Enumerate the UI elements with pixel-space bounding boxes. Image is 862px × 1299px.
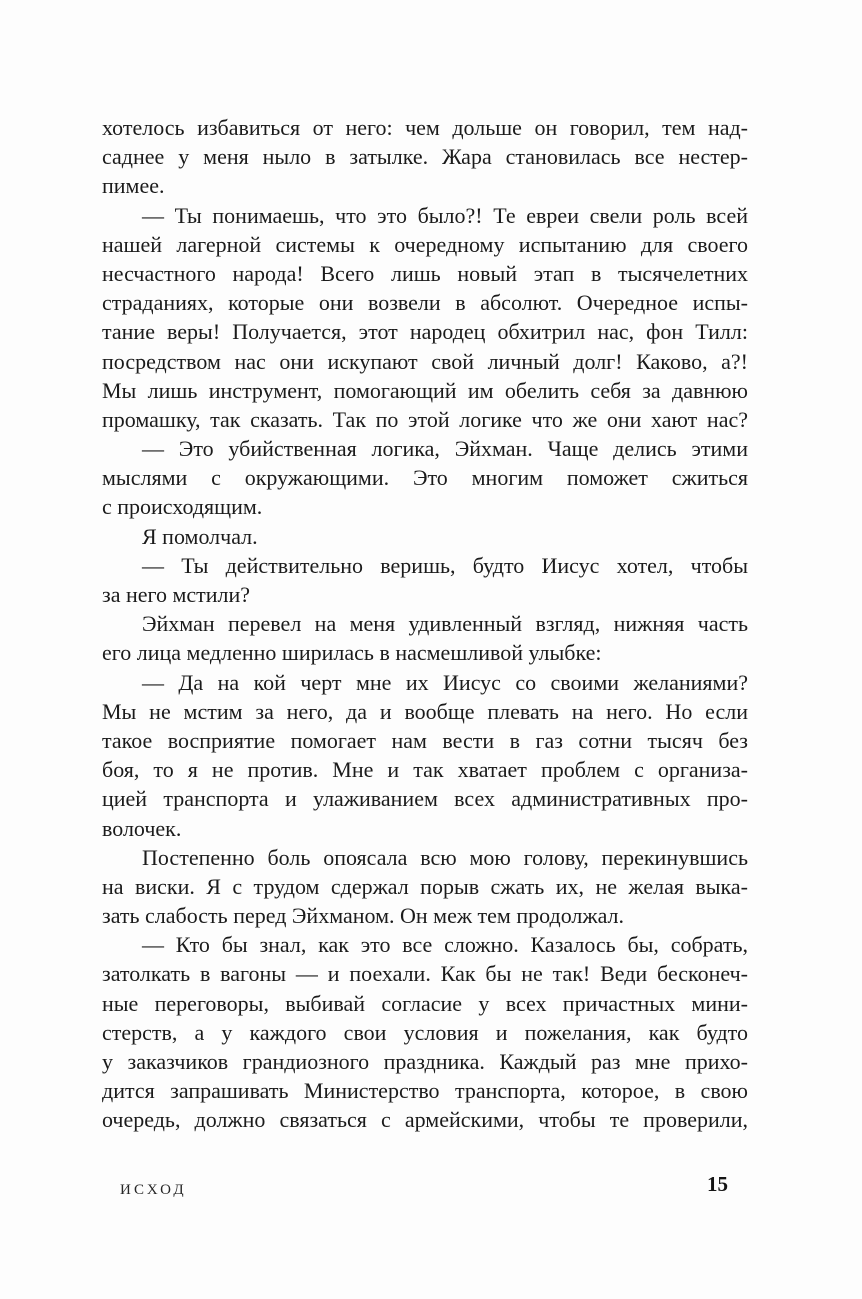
text-line: за него мстили? [102, 582, 251, 607]
page-number: 15 [707, 1172, 728, 1196]
paragraph [102, 930, 748, 1134]
text-line: его лица медленно ширилась в насмешливой улыбке: [102, 640, 602, 666]
text-line: нашей лагерной системы к очередному испытанию для своего [102, 231, 748, 257]
paragraph [102, 113, 748, 201]
text-line: Мы не мстим за него, да и вообще плевать на него. Но если [102, 698, 748, 724]
paragraph [102, 201, 748, 435]
paragraph [102, 551, 748, 609]
paragraph [102, 522, 748, 551]
running-title: ИСХОД [120, 1182, 187, 1198]
text-line: Эйхман перевел на меня удивленный взгляд, нижняя часть [142, 611, 748, 637]
text-line: — Ты действительно веришь, будто Иисус хотел, чтобы [142, 552, 748, 578]
text-line: волочек. [102, 815, 182, 841]
text-line: очередь, должно связаться с армейскими, чтобы те проверили, [102, 1107, 748, 1133]
text-line: саднее у меня ныло в затылке. Жара становилась все нестер- [102, 144, 748, 170]
text-line: у заказчиков грандиозного праздника. Каждый раз мне прихо- [102, 1049, 748, 1074]
paragraph [102, 609, 748, 667]
text-line: дится запрашивать Министерство транспорта, которое, в свою [102, 1078, 748, 1104]
text-line: Постепенно боль опоясала всю мою голову, перекинувшись [142, 844, 748, 870]
paragraph [102, 668, 748, 843]
text-line: стерств, а у каждого свои условия и пожелания, как будто [102, 1019, 748, 1045]
text-line: на виски. Я с трудом сдержал порыв сжать их, не желая выка- [102, 873, 748, 899]
paragraph [102, 434, 748, 522]
text-line: пимее. [102, 173, 165, 199]
text-line: Мы лишь инструмент, помогающий им обелить себя за давнюю [102, 377, 748, 403]
text-line: зать слабость перед Эйхманом. Он меж тем продолжал. [102, 903, 625, 929]
text-line: промашку, так сказать. Так по этой логике что же они хают нас? [102, 406, 748, 432]
paragraph [102, 843, 748, 931]
text-line: — Да на кой черт мне их Иисус со своими желаниями? [142, 669, 748, 695]
text-line: мыслями с окружающими. Это многим поможет сжиться [102, 465, 748, 491]
text-line: несчастного народа! Всего лишь новый этап в тысячелетних [102, 260, 748, 286]
text-line: Я помолчал. [142, 523, 258, 549]
text-line: такое восприятие помогает нам вести в газ сотни тысяч без [102, 727, 748, 753]
text-line: с происходящим. [102, 494, 263, 520]
text-line: страданиях, которые они возвели в абсолют. Очередное испы- [102, 290, 748, 316]
text-line: цией транспорта и улаживанием всех административных про- [102, 786, 748, 812]
text-line: — Это убийственная логика, Эйхман. Чаще делись этими [142, 436, 748, 462]
text-line: посредством нас они искупают свой личный долг! Каково, а?! [102, 348, 748, 374]
page-text [102, 113, 748, 1135]
text-line: тание веры! Получается, этот народец обхитрил нас, фон Тилл: [102, 319, 748, 345]
text-line: боя, то я не против. Мне и так хватает проблем с организа- [102, 757, 748, 783]
text-line: — Кто бы знал, как это все сложно. Казалось бы, собрать, [142, 932, 748, 958]
text-line: затолкать в вагоны — и поехали. Как бы не так! Веди бесконеч- [102, 961, 748, 987]
text-line: — Ты понимаешь, что это было?! Те евреи свели роль всей [142, 202, 748, 228]
text-line: хотелось избавиться от него: чем дольше он говорил, тем над- [102, 115, 748, 140]
text-line: ные переговоры, выбивай согласие у всех причастных мини- [102, 990, 748, 1016]
